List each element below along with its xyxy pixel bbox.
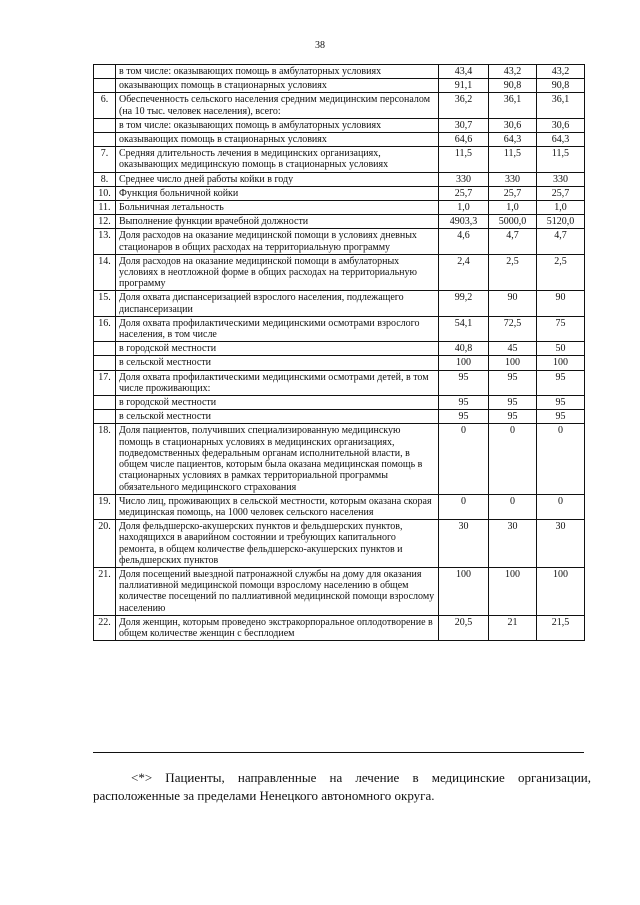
table-row — [94, 370, 585, 395]
indicator-name: оказывающих помощь в стационарных условиях — [116, 133, 439, 147]
value-col-3: 1,0 — [537, 201, 585, 215]
value-col-3: 75 — [537, 316, 585, 341]
row-number: 16. — [94, 316, 116, 341]
row-number — [94, 356, 116, 370]
value-col-3: 330 — [537, 172, 585, 186]
table-row — [94, 567, 585, 615]
indicator-name: Среднее число дней работы койки в году — [116, 172, 439, 186]
page-number: 38 — [315, 40, 325, 51]
row-number — [94, 342, 116, 356]
indicator-name: Доля расходов на оказание медицинской помощи в амбулаторных условиях в неотложной форме в общих расходах на территориальную программу — [116, 254, 439, 291]
table-row — [94, 186, 585, 200]
value-col-3: 90 — [537, 291, 585, 316]
value-col-2: 72,5 — [489, 316, 537, 341]
value-col-2: 0 — [489, 424, 537, 494]
row-number: 12. — [94, 215, 116, 229]
indicator-name: в том числе: оказывающих помощь в амбулаторных условиях — [116, 118, 439, 132]
row-number: 8. — [94, 172, 116, 186]
footnote-divider — [93, 752, 584, 753]
value-col-2: 4,7 — [489, 229, 537, 254]
indicator-name: оказывающих помощь в стационарных условиях — [116, 79, 439, 93]
indicator-name: Доля охвата профилактическими медицинскими осмотрами детей, в том числе проживающих: — [116, 370, 439, 395]
value-col-3: 30 — [537, 520, 585, 568]
row-number: 19. — [94, 494, 116, 519]
value-col-3: 64,3 — [537, 133, 585, 147]
value-col-1: 30 — [439, 520, 489, 568]
value-col-2: 30,6 — [489, 118, 537, 132]
value-col-2: 1,0 — [489, 201, 537, 215]
row-number: 14. — [94, 254, 116, 291]
value-col-3: 2,5 — [537, 254, 585, 291]
value-col-2: 95 — [489, 370, 537, 395]
table-row — [94, 254, 585, 291]
value-col-2: 100 — [489, 567, 537, 615]
value-col-3: 50 — [537, 342, 585, 356]
value-col-1: 54,1 — [439, 316, 489, 341]
value-col-3: 36,1 — [537, 93, 585, 118]
value-col-1: 40,8 — [439, 342, 489, 356]
value-col-3: 100 — [537, 567, 585, 615]
indicator-name: Средняя длительность лечения в медицинских организациях, оказывающих медицинскую помощь в стационарных условиях — [116, 147, 439, 172]
value-col-1: 95 — [439, 410, 489, 424]
value-col-1: 99,2 — [439, 291, 489, 316]
value-col-3: 0 — [537, 424, 585, 494]
value-col-2: 95 — [489, 410, 537, 424]
value-col-2: 95 — [489, 396, 537, 410]
value-col-1: 4,6 — [439, 229, 489, 254]
indicator-name: Функция больничной койки — [116, 186, 439, 200]
value-col-1: 64,6 — [439, 133, 489, 147]
value-col-2: 330 — [489, 172, 537, 186]
row-number: 10. — [94, 186, 116, 200]
value-col-3: 30,6 — [537, 118, 585, 132]
row-number — [94, 79, 116, 93]
value-col-3: 11,5 — [537, 147, 585, 172]
table-row — [94, 133, 585, 147]
row-number: 20. — [94, 520, 116, 568]
row-number: 7. — [94, 147, 116, 172]
indicator-name: Доля расходов на оказание медицинской помощи в условиях дневных стационаров в общих расходах на территориальную программу — [116, 229, 439, 254]
value-col-3: 95 — [537, 396, 585, 410]
table-row — [94, 93, 585, 118]
table-row — [94, 201, 585, 215]
indicator-name: Доля фельдшерско-акушерских пунктов и фельдшерских пунктов, находящихся в аварийном состоянии и требующих капитального ремонта, в общем количестве фельдшерско-акушерских пунктов и фельдшерских пунктов — [116, 520, 439, 568]
value-col-1: 4903,3 — [439, 215, 489, 229]
value-col-2: 90,8 — [489, 79, 537, 93]
table-row — [94, 410, 585, 424]
indicator-name: Выполнение функции врачебной должности — [116, 215, 439, 229]
table-row — [94, 316, 585, 341]
indicator-name: в том числе: оказывающих помощь в амбулаторных условиях — [116, 65, 439, 79]
indicator-name: Доля женщин, которым проведено экстракорпоральное оплодотворение в общем количестве женщин с бесплодием — [116, 615, 439, 640]
indicator-name: Обеспеченность сельского населения средним медицинским персоналом (на 10 тыс. человек населения), всего: — [116, 93, 439, 118]
row-number: 17. — [94, 370, 116, 395]
value-col-3: 21,5 — [537, 615, 585, 640]
value-col-1: 0 — [439, 494, 489, 519]
value-col-1: 0 — [439, 424, 489, 494]
indicator-name: в городской местности — [116, 396, 439, 410]
value-col-3: 4,7 — [537, 229, 585, 254]
value-col-3: 95 — [537, 370, 585, 395]
row-number — [94, 133, 116, 147]
value-col-1: 330 — [439, 172, 489, 186]
value-col-2: 25,7 — [489, 186, 537, 200]
table-row — [94, 424, 585, 494]
table-row — [94, 291, 585, 316]
value-col-2: 36,1 — [489, 93, 537, 118]
indicator-name: в городской местности — [116, 342, 439, 356]
value-col-2: 11,5 — [489, 147, 537, 172]
value-col-1: 1,0 — [439, 201, 489, 215]
table-row — [94, 118, 585, 132]
table-row — [94, 229, 585, 254]
value-col-1: 43,4 — [439, 65, 489, 79]
table-row — [94, 494, 585, 519]
value-col-1: 25,7 — [439, 186, 489, 200]
table-row — [94, 65, 585, 79]
value-col-2: 45 — [489, 342, 537, 356]
value-col-2: 43,2 — [489, 65, 537, 79]
value-col-3: 100 — [537, 356, 585, 370]
value-col-2: 0 — [489, 494, 537, 519]
row-number: 6. — [94, 93, 116, 118]
table-row — [94, 520, 585, 568]
table-row — [94, 342, 585, 356]
row-number: 18. — [94, 424, 116, 494]
footnote: <*> Пациенты, направленные на лечение в медицинские организации, расположенные за пределами Ненецкого автономного округа. — [93, 770, 591, 803]
value-col-3: 95 — [537, 410, 585, 424]
indicators-table — [93, 64, 585, 641]
value-col-3: 43,2 — [537, 65, 585, 79]
value-col-2: 5000,0 — [489, 215, 537, 229]
row-number: 11. — [94, 201, 116, 215]
value-col-2: 2,5 — [489, 254, 537, 291]
table-row — [94, 615, 585, 640]
value-col-2: 100 — [489, 356, 537, 370]
row-number: 13. — [94, 229, 116, 254]
table-row — [94, 79, 585, 93]
value-col-3: 25,7 — [537, 186, 585, 200]
indicator-name: Доля пациентов, получивших специализированную медицинскую помощь в стационарных условиях в медицинских организациях, подведомственных федеральным органам исполнительной власти, в общем числе пациентов, которым была оказана медицинская помощь в стационарных условиях в рамках территориальной программы обязательного медицинского страхования — [116, 424, 439, 494]
row-number: 22. — [94, 615, 116, 640]
value-col-2: 90 — [489, 291, 537, 316]
indicator-name: Доля охвата профилактическими медицинскими осмотрами взрослого населения, в том числе — [116, 316, 439, 341]
value-col-2: 30 — [489, 520, 537, 568]
indicator-name: в сельской местности — [116, 410, 439, 424]
table-row — [94, 147, 585, 172]
row-number — [94, 410, 116, 424]
value-col-1: 20,5 — [439, 615, 489, 640]
row-number — [94, 65, 116, 79]
table-row — [94, 172, 585, 186]
value-col-1: 91,1 — [439, 79, 489, 93]
value-col-1: 100 — [439, 567, 489, 615]
indicator-name: Больничная летальность — [116, 201, 439, 215]
indicator-name: в сельской местности — [116, 356, 439, 370]
value-col-1: 11,5 — [439, 147, 489, 172]
table-row — [94, 356, 585, 370]
value-col-1: 95 — [439, 370, 489, 395]
indicator-name: Доля охвата диспансеризацией взрослого населения, подлежащего диспансеризации — [116, 291, 439, 316]
row-number: 15. — [94, 291, 116, 316]
value-col-2: 64,3 — [489, 133, 537, 147]
value-col-1: 2,4 — [439, 254, 489, 291]
value-col-2: 21 — [489, 615, 537, 640]
value-col-1: 30,7 — [439, 118, 489, 132]
value-col-1: 36,2 — [439, 93, 489, 118]
indicator-name: Доля посещений выездной патронажной службы на дому для оказания паллиативной медицинской помощи взрослому населению в общем количестве посещений по паллиативной медицинской помощи взрослому населению — [116, 567, 439, 615]
table-row — [94, 396, 585, 410]
value-col-3: 90,8 — [537, 79, 585, 93]
table-body — [94, 65, 585, 641]
row-number — [94, 396, 116, 410]
indicator-name: Число лиц, проживающих в сельской местности, которым оказана скорая медицинская помощь, на 1000 человек сельского населения — [116, 494, 439, 519]
value-col-3: 0 — [537, 494, 585, 519]
row-number — [94, 118, 116, 132]
value-col-1: 100 — [439, 356, 489, 370]
value-col-1: 95 — [439, 396, 489, 410]
value-col-3: 5120,0 — [537, 215, 585, 229]
table-row — [94, 215, 585, 229]
row-number: 21. — [94, 567, 116, 615]
